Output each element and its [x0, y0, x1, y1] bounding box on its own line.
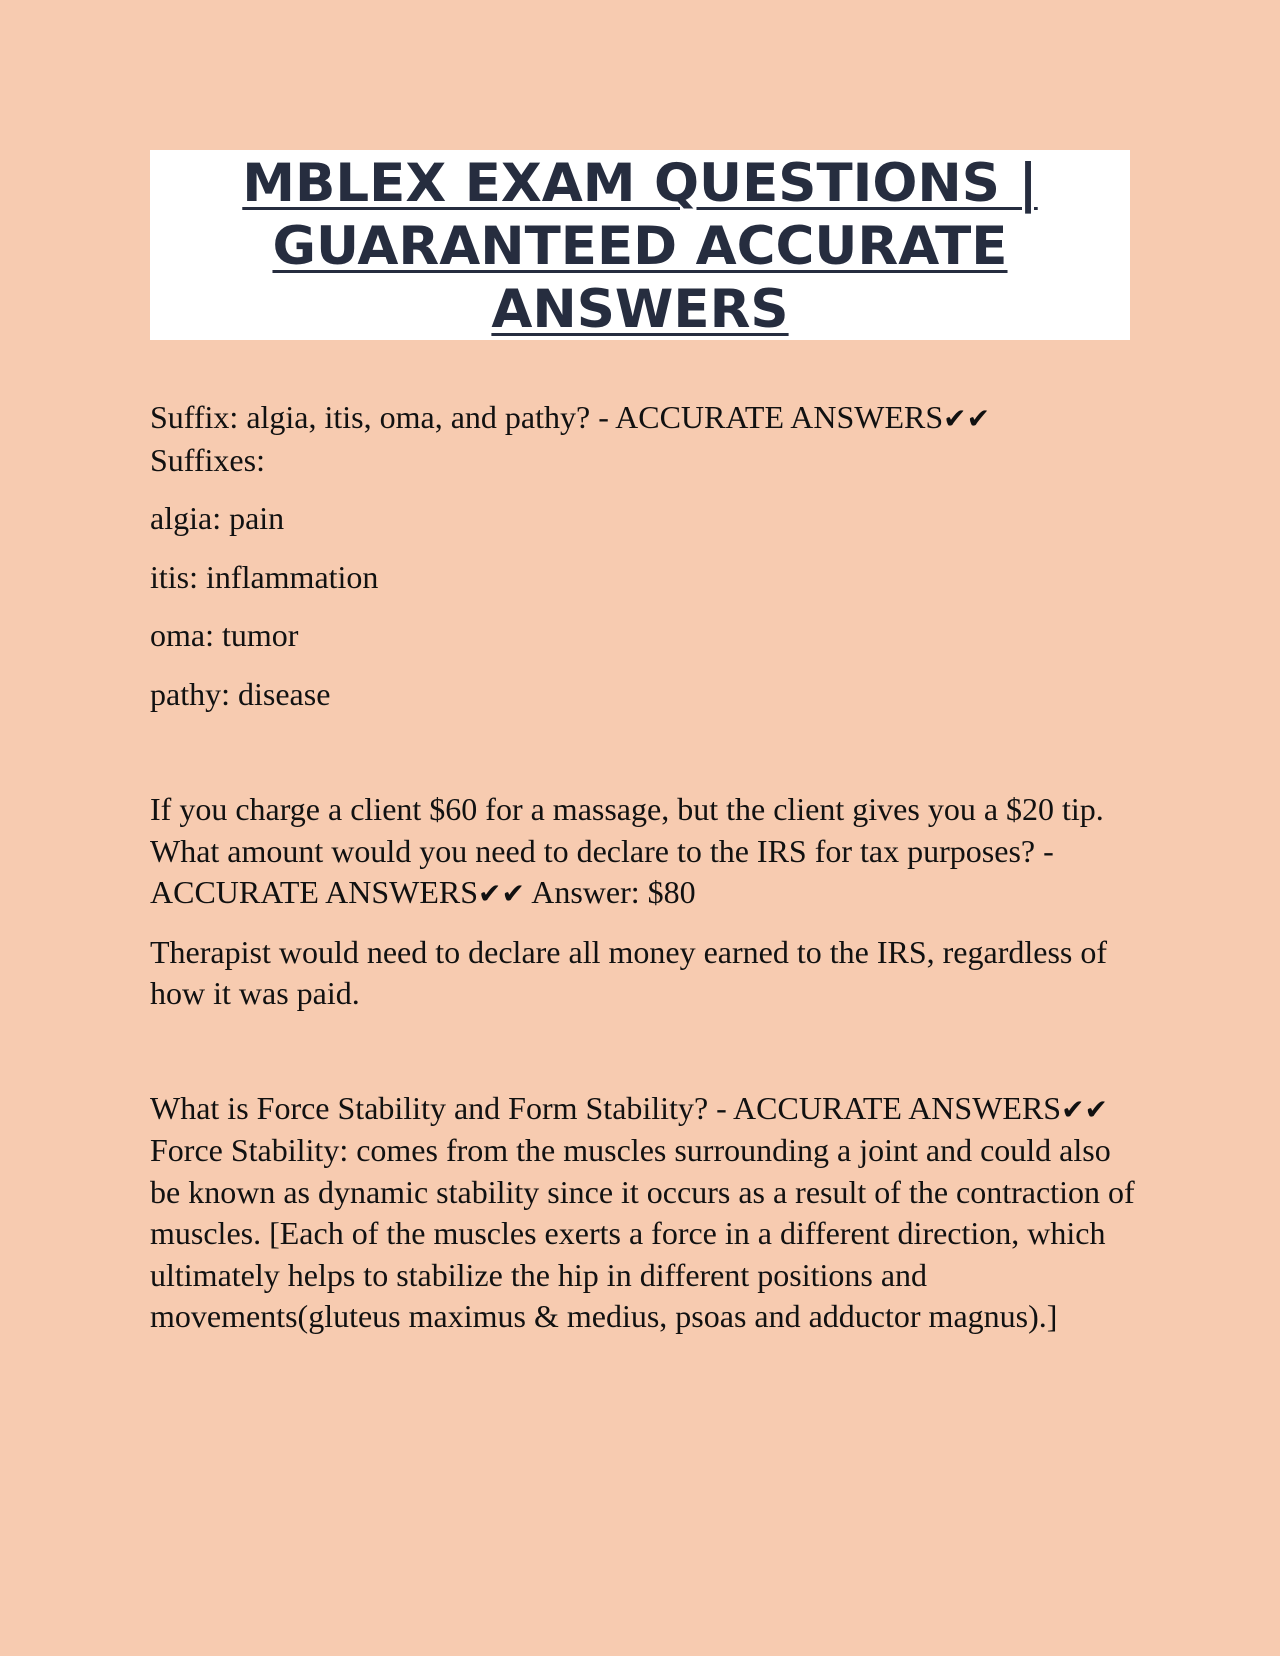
qa-2-question: If you charge a client $60 for a massage, but the client gives you a $20 tip. What amount would you need to declare to the IRS for tax purposes? - ACCURATE ANSWERS: [150, 791, 1104, 910]
qa-1-question: Suffix: algia, itis, oma, and pathy? - ACCURATE ANSWERS: [150, 399, 944, 435]
qa-1-line: pathy: disease: [150, 675, 331, 712]
qa-3-question-paragraph: [150, 1088, 1135, 1338]
document-body: [150, 397, 1135, 1338]
qa-2-explanation: Therapist would need to declare all money earned to the IRS, regardless of how it was paid.: [150, 933, 1107, 1011]
qa-2-question-paragraph: [150, 789, 1135, 915]
qa-1-question-paragraph: [150, 397, 1135, 481]
document-title: MBLEX EXAM QUESTIONS | GUARANTEED ACCURATE ANSWERS: [242, 153, 1038, 340]
qa-3-question: What is Force Stability and Form Stability? - ACCURATE ANSWERS: [150, 1089, 1062, 1126]
qa-1-line: itis: inflammation: [150, 558, 379, 595]
checkmark-icon: ✔✔: [478, 877, 525, 910]
qa-1-answer-intro: Suffixes:: [150, 441, 265, 478]
title-banner: [150, 150, 1130, 340]
qa-1-line: oma: tumor: [150, 617, 299, 653]
checkmark-icon: ✔✔: [1061, 1092, 1109, 1126]
qa-1-line: algia: pain: [150, 500, 285, 536]
qa-2-answer: Answer: $80: [524, 874, 696, 910]
qa-3-answer: Force Stability: comes from the muscles surrounding a joint and could also be known as dynamic stability since it occurs as a result of the contraction of muscles. [Each of the muscles exerts a force in a different direction, which ultimately helps to stabilize the hip in different positions and movements(gluteus maximus & medius, psoas and adductor magnus).]: [150, 1132, 1135, 1334]
checkmark-icon: ✔✔: [943, 402, 991, 435]
